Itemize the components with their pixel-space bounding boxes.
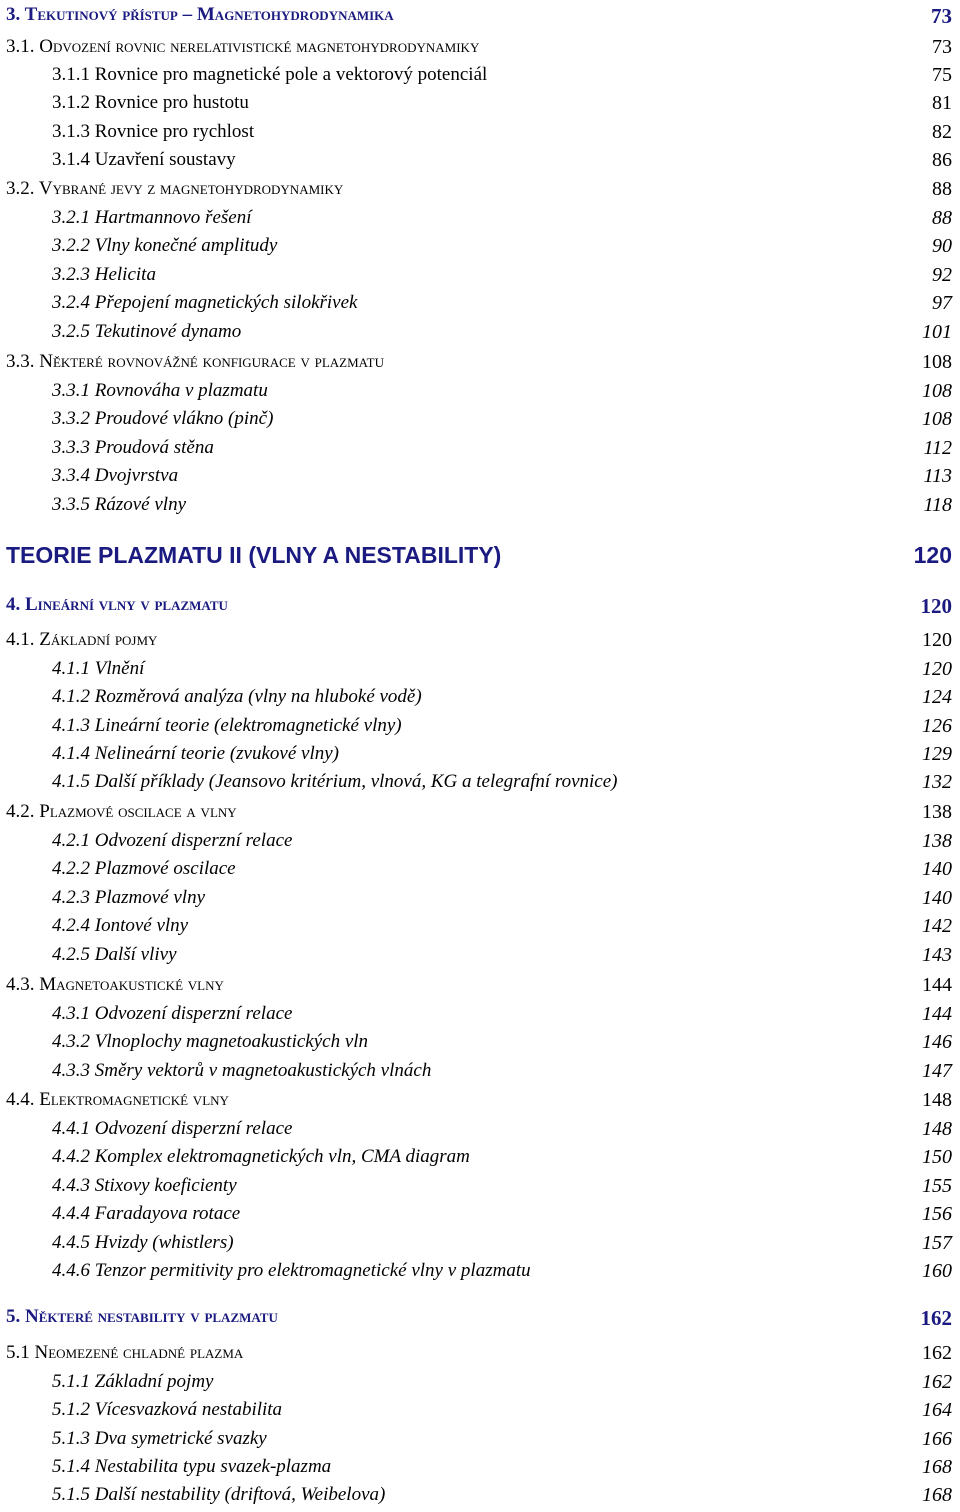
toc-entry-title: 5. Některé nestability v plazmatu [6, 1306, 278, 1327]
toc-page-number: 147 [922, 1060, 952, 1082]
toc-entry-title: 4.2.2 Plazmové oscilace [52, 858, 236, 879]
toc-entry-title: 4.4.5 Hvizdy (whistlers) [52, 1232, 234, 1253]
toc-page-number: 73 [932, 36, 952, 58]
toc-page-number: 146 [922, 1031, 952, 1053]
toc-entry-title: 4.1.4 Nelineární teorie (zvukové vlny) [52, 743, 340, 764]
toc-entry-title: 3.3.2 Proudové vlákno (pinč) [52, 408, 274, 429]
toc-page-number: 164 [922, 1399, 952, 1421]
toc-entry-title: 3. Tekutinový přístup – Magnetohydrodynamika [6, 4, 394, 25]
toc-page-number: 155 [922, 1175, 952, 1197]
toc-entry-title: 5.1.5 Další nestability (driftová, Weibelova) [52, 1484, 386, 1505]
toc-entry-title: 4.4.4 Faradayova rotace [52, 1203, 241, 1224]
toc-page-number: 124 [922, 686, 952, 708]
toc-page-number: 101 [922, 321, 952, 343]
toc-entry-title: 3.2.4 Přepojení magnetických silokřivek [52, 292, 358, 313]
toc-entry-title: 4.1.5 Další příklady (Jeansovo kritérium, vlnová, KG a telegrafní rovnice) [52, 771, 618, 792]
toc-page-number: 113 [923, 465, 952, 487]
toc-entry-title: 3.3.5 Rázové vlny [52, 494, 187, 515]
toc-entry-title: 4.3.3 Směry vektorů v magnetoakustických vlnách [52, 1060, 432, 1081]
toc-page-number: 143 [922, 944, 952, 966]
toc-entry-title: 3.1.1 Rovnice pro magnetické pole a vektorový potenciál [52, 64, 488, 85]
toc-page-number: 148 [922, 1118, 952, 1140]
toc-entry-title: 4.2.4 Iontové vlny [52, 915, 189, 936]
toc-entry-title: 4.2.1 Odvození disperzní relace [52, 830, 293, 851]
toc-page-number: 82 [932, 121, 952, 143]
toc-page-number: 157 [922, 1232, 952, 1254]
toc-page-number: 166 [922, 1428, 952, 1450]
toc-entry-title: 4.4.2 Komplex elektromagnetických vln, CMA diagram [52, 1146, 470, 1167]
toc-entry-title: 4.4.3 Stixovy koeficienty [52, 1175, 237, 1196]
toc-page-number: 150 [922, 1146, 952, 1168]
toc-page-number: 144 [922, 1003, 952, 1025]
toc-entry-title: 3.1. Odvození rovnic nerelativistické magnetohydrodynamiky [6, 36, 480, 57]
toc-entry-title: 3.3. Některé rovnovážné konfigurace v plazmatu [6, 351, 384, 372]
toc-entry-title: 4.4. Elektromagnetické vlny [6, 1089, 229, 1110]
toc-page-number: 132 [922, 771, 952, 793]
toc-entry-title: 4.2. Plazmové oscilace a vlny [6, 801, 237, 822]
toc-entry-title: 4.4.1 Odvození disperzní relace [52, 1118, 293, 1139]
toc-entry-title: 4.3.1 Odvození disperzní relace [52, 1003, 293, 1024]
toc-page-number: 81 [932, 92, 952, 114]
toc-entry-title: 5.1.1 Základní pojmy [52, 1371, 214, 1392]
toc-entry-title: 3.2.1 Hartmannovo řešení [52, 207, 252, 228]
toc-page-number: 118 [923, 494, 952, 516]
toc-entry-title: 4.3.2 Vlnoplochy magnetoakustických vln [52, 1031, 369, 1052]
toc-page-number: 86 [932, 149, 952, 171]
toc-page-number: 168 [922, 1456, 952, 1478]
toc-page-number: 75 [932, 64, 952, 86]
toc-page-number: 88 [932, 178, 952, 200]
toc-entry-title: 4.2.3 Plazmové vlny [52, 887, 206, 908]
toc-entry-title: 4. Lineární vlny v plazmatu [6, 594, 228, 615]
toc-page-number: 73 [931, 4, 952, 28]
toc-page-number: 120 [922, 658, 952, 680]
toc-entry-title: 4.3. Magnetoakustické vlny [6, 974, 224, 995]
toc-entry-title: 3.3.4 Dvojvrstva [52, 465, 179, 486]
toc-page-number: 162 [922, 1342, 952, 1364]
toc-entry-title: 5.1 Neomezené chladné plazma [6, 1342, 244, 1363]
toc-entry-title: TEORIE PLAZMATU II (VLNY A NESTABILITY) [6, 542, 502, 568]
toc-entry-title: 4.1.1 Vlnění [52, 658, 145, 679]
toc-page-number: 108 [922, 380, 952, 402]
toc-page-number: 97 [932, 292, 952, 314]
toc-entry-title: 4.1.2 Rozměrová analýza (vlny na hluboké vodě) [52, 686, 422, 707]
toc-page-number: 148 [922, 1089, 952, 1111]
toc-entry-title: 3.1.2 Rovnice pro hustotu [52, 92, 249, 113]
toc-page-number: 162 [922, 1371, 952, 1393]
toc-page-number: 108 [922, 408, 952, 430]
toc-entry-title: 4.1. Základní pojmy [6, 629, 158, 650]
toc-page-number: 92 [932, 264, 952, 286]
toc-entry-title: 3.2. Vybrané jevy z magnetohydrodynamiky [6, 178, 344, 199]
toc-page-number: 120 [920, 594, 952, 618]
toc-page-number: 129 [922, 743, 952, 765]
toc-page-number: 142 [922, 915, 952, 937]
toc-entry-title: 4.2.5 Další vlivy [52, 944, 177, 965]
toc-entry-title: 5.1.2 Vícesvazková nestabilita [52, 1399, 283, 1420]
toc-page-number: 120 [913, 542, 952, 568]
toc-page-number: 126 [922, 715, 952, 737]
toc-entry-title: 3.1.3 Rovnice pro rychlost [52, 121, 255, 142]
toc-entry-title: 3.2.2 Vlny konečné amplitudy [52, 235, 278, 256]
toc-page-number: 112 [923, 437, 952, 459]
toc-page-number: 140 [922, 858, 952, 880]
toc-entry-title: 3.2.5 Tekutinové dynamo [52, 321, 242, 342]
toc-entry-title: 5.1.3 Dva symetrické svazky [52, 1428, 267, 1449]
toc-entry-title: 3.3.1 Rovnováha v plazmatu [52, 380, 268, 401]
toc-page-number: 162 [920, 1306, 952, 1330]
toc-page-number: 120 [922, 629, 952, 651]
toc-entry-title: 4.4.6 Tenzor permitivity pro elektromagnetické vlny v plazmatu [52, 1260, 531, 1281]
toc-page-number: 138 [922, 830, 952, 852]
toc-entry-title: 3.2.3 Helicita [52, 264, 156, 285]
toc-entry-title: 3.3.3 Proudová stěna [52, 437, 214, 458]
toc-entry-title: 3.1.4 Uzavření soustavy [52, 149, 236, 170]
toc-page-number: 138 [922, 801, 952, 823]
toc-entry-title: 5.1.4 Nestabilita typu svazek-plazma [52, 1456, 332, 1477]
toc-page-number: 108 [922, 351, 952, 373]
toc-page-number: 168 [922, 1484, 952, 1506]
toc-page-number: 144 [922, 974, 952, 996]
toc-entry-title: 4.1.3 Lineární teorie (elektromagnetické vlny) [52, 715, 402, 736]
toc-page-number: 140 [922, 887, 952, 909]
toc-page-number: 156 [922, 1203, 952, 1225]
toc-page-number: 88 [932, 207, 952, 229]
toc-page-number: 160 [922, 1260, 952, 1282]
toc-page-number: 90 [932, 235, 952, 257]
